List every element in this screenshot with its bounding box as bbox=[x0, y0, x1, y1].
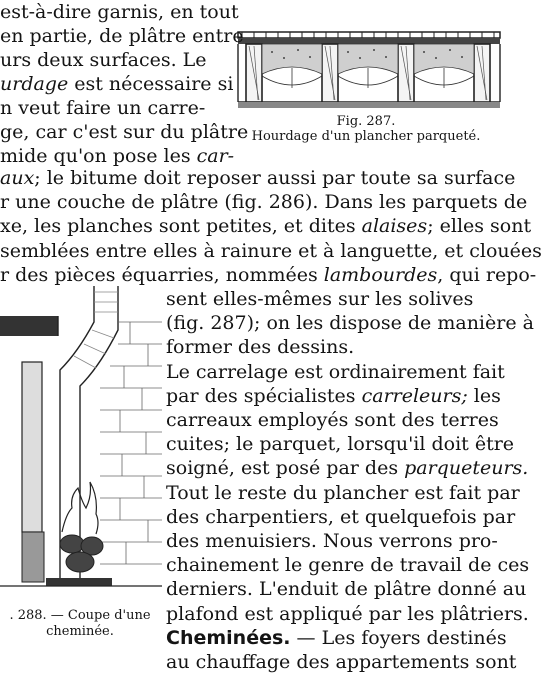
full_lines-line-4-seg-0: r des pièces équarries, nommées bbox=[0, 263, 324, 286]
top_left_lines-line-4-seg-0: n veut faire un carre- bbox=[0, 97, 206, 119]
top_left_lines-line-2 bbox=[0, 48, 226, 72]
full_lines-line-4-seg-1: lambourdes bbox=[323, 263, 438, 286]
right_lines-line-9-seg-0: des charpentiers, et quelquefois par bbox=[166, 505, 516, 528]
right_lines-line-4-seg-0: par des spécialistes bbox=[166, 384, 362, 407]
right_lines-line-4-seg-2: les bbox=[467, 384, 501, 407]
right_lines-line-2-seg-0: former des dessins. bbox=[166, 336, 355, 359]
right_lines-line-8-seg-0: Tout le reste du plancher est fait par bbox=[166, 481, 520, 504]
top_left_lines-line-4 bbox=[0, 96, 226, 120]
figure-287-caption: Hourdage d'un plancher parqueté. bbox=[251, 129, 481, 144]
top_left_lines-line-3-seg-1: est nécessaire si bbox=[68, 73, 234, 95]
full_lines-line-3 bbox=[0, 239, 542, 263]
right_lines-line-5-seg-0: carreaux employés sont des terres bbox=[166, 409, 499, 431]
figure-288-caption-line1: . 288. — Coupe d'une bbox=[9, 608, 151, 623]
right_lines-line-15 bbox=[166, 650, 517, 674]
full_lines-line-2-seg-1: alaises bbox=[361, 215, 428, 238]
right_lines-line-13-seg-0: plafond est appliqué par les plâtriers. bbox=[166, 602, 529, 625]
top_left_lines-line-0-seg-0: est-à-dire garnis, en tout bbox=[0, 1, 239, 23]
top_left_lines-line-5 bbox=[0, 120, 249, 144]
top_left_lines-line-1 bbox=[0, 24, 244, 48]
right_lines-line-8 bbox=[166, 481, 520, 505]
top_left_lines-line-2-seg-0: urs deux surfaces. Le bbox=[0, 49, 207, 71]
right_lines-line-7-seg-0: soigné, est posé par des bbox=[166, 457, 405, 480]
top_left_lines-line-5-seg-0: ge, car c'est sur du plâtre bbox=[0, 121, 249, 143]
right_lines-line-2 bbox=[166, 335, 500, 359]
full_lines-line-1 bbox=[0, 190, 528, 214]
top_left_lines-line-3 bbox=[0, 72, 234, 96]
full_lines-line-0-seg-0: aux bbox=[0, 167, 35, 189]
full_lines-line-4-seg-2: , qui repo- bbox=[437, 263, 537, 286]
top_left_lines-line-6-seg-1: car- bbox=[196, 145, 235, 167]
top_left_lines-line-6-seg-0: mide qu'on pose les bbox=[0, 145, 197, 167]
right_lines-line-10 bbox=[166, 529, 500, 553]
full_lines-line-0-seg-1: ; le bitume doit reposer aussi par toute sa surface bbox=[34, 167, 516, 189]
right_lines-line-6-seg-0: cuites; le parquet, lorsqu'il doit être bbox=[166, 433, 515, 456]
right_lines-line-1-seg-0: (fig. 287); on les dispose de manière à bbox=[166, 312, 534, 335]
top_left_lines-line-6 bbox=[0, 144, 235, 168]
full_lines-line-2-seg-2: ; elles sont bbox=[427, 215, 532, 238]
right_lines-line-13 bbox=[166, 602, 529, 626]
right_lines-line-3 bbox=[166, 360, 505, 384]
right_lines-line-15-seg-0: au chauffage des appartements sont bbox=[166, 651, 517, 673]
right_lines-line-12 bbox=[166, 577, 527, 601]
right_lines-line-10-seg-0: des menuisiers. Nous verrons pro- bbox=[166, 530, 498, 552]
figure-287-number: Fig. 287. bbox=[336, 114, 396, 129]
right_lines-line-11-seg-0: chainement le genre de travail de ces bbox=[166, 554, 530, 577]
right_lines-line-12-seg-0: derniers. L'enduit de plâtre donné au bbox=[166, 578, 527, 601]
figure-287-floor-illustration bbox=[232, 2, 500, 114]
full_lines-line-1-seg-0: r une couche de plâtre (fig. 286). Dans les parquets de bbox=[0, 191, 528, 214]
right_lines-line-7-seg-1: parqueteurs. bbox=[404, 457, 529, 480]
figure-288-caption-line2: cheminée. bbox=[46, 624, 114, 639]
full_lines-line-3-seg-0: semblées entre elles à rainure et à languette, et clouées bbox=[0, 239, 542, 262]
right_lines-line-9 bbox=[166, 505, 516, 529]
right_lines-line-14 bbox=[166, 626, 507, 650]
right_lines-line-6 bbox=[166, 432, 515, 456]
top_left_lines-line-3-seg-0: urdage bbox=[0, 73, 69, 95]
right_lines-line-4-seg-1: carreleurs; bbox=[361, 384, 468, 407]
right_lines-line-3-seg-0: Le carrelage est ordinairement fait bbox=[166, 360, 505, 383]
right_lines-line-7 bbox=[166, 456, 529, 480]
full_lines-line-0 bbox=[0, 166, 516, 190]
right_lines-line-4 bbox=[166, 384, 500, 408]
right_lines-line-14-seg-1: — Les foyers destinés bbox=[290, 626, 507, 649]
right_lines-line-14-seg-0: Cheminées. bbox=[166, 626, 291, 649]
right_lines-line-1 bbox=[166, 311, 534, 335]
top_left_lines-line-0 bbox=[0, 0, 239, 24]
right_lines-line-5 bbox=[166, 408, 500, 432]
full_lines-line-2 bbox=[0, 214, 532, 238]
full_lines-line-2-seg-0: xe, les planches sont petites, et dites bbox=[0, 215, 362, 238]
right_lines-line-11 bbox=[166, 553, 530, 577]
right_lines-line-0 bbox=[166, 287, 500, 311]
full_lines-line-4 bbox=[0, 263, 537, 287]
figure-288-fireplace-illustration bbox=[0, 282, 162, 606]
top_left_lines-line-1-seg-0: en partie, de plâtre entre bbox=[0, 25, 244, 47]
right_lines-line-0-seg-0: sent elles-mêmes sur les solives bbox=[166, 288, 474, 310]
